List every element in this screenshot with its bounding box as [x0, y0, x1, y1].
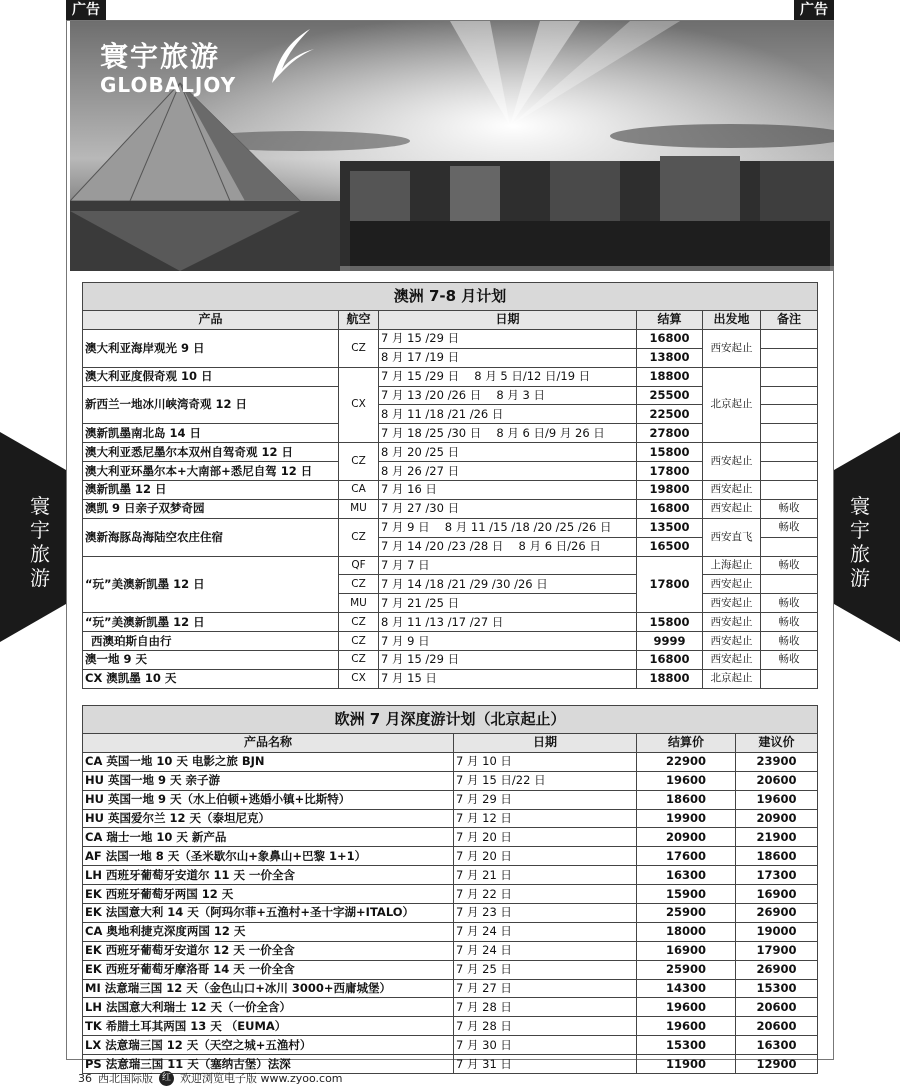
ad-label-left: 广告: [66, 0, 106, 21]
suggested-price-cell: 17900: [736, 941, 818, 960]
product-name-cell: HU 英国一地 9 天（水上伯顿+逃婚小镇+比斯特）: [83, 790, 454, 809]
table-row: [83, 941, 818, 960]
date-cell: 7 月 10 日: [454, 752, 637, 771]
product-name-cell: HU 英国一地 9 天 亲子游: [83, 771, 454, 790]
settle-price-cell: 15900: [637, 885, 736, 904]
table-row: 澳大利亚海岸观光 9 日 CZ 7 月 15 /29 日 16800 西安起止: [83, 329, 818, 348]
date-cell: 7 月 22 日: [454, 885, 637, 904]
table-row: CX 澳凯墨 10 天 CX 7 月 15 日 18800 北京起止: [83, 669, 818, 688]
product-name-cell: PS 法意瑞三国 11 天（塞纳古堡）法深: [83, 1055, 454, 1074]
logo-cn-text: 寰宇旅游: [100, 40, 221, 73]
table-row: 澳新海豚岛海陆空农庄住宿 CZ 7 月 9 日 8 月 11 /15 /18 /20 /25 /26 日 13500 西安直飞 畅收: [83, 518, 818, 537]
product-name-cell: LH 法国意大利瑞士 12 天（一价全含）: [83, 998, 454, 1017]
col-header-price: 结算: [637, 311, 703, 330]
table-row: [83, 752, 818, 771]
suggested-price-cell: 18600: [736, 847, 818, 866]
table-row: [83, 1036, 818, 1055]
red-badge-icon: 红: [159, 1071, 174, 1086]
table-title: 澳洲 7-8 月计划: [83, 283, 818, 311]
suggested-price-cell: 20900: [736, 809, 818, 828]
product-name-cell: EK 西班牙葡萄牙两国 12 天: [83, 885, 454, 904]
product-name-cell: EK 法国意大利 14 天（阿玛尔菲+五渔村+圣十字湖+ITALO）: [83, 904, 454, 923]
date-cell: 7 月 20 日: [454, 828, 637, 847]
col-header-date: 日期: [379, 311, 637, 330]
col-header-date: 日期: [454, 734, 637, 753]
table-row: 澳大利亚悉尼墨尔本双州自驾奇观 12 日 CZ 8 月 20 /25 日 15800 西安起止: [83, 443, 818, 462]
col-header-airline: 航空: [339, 311, 379, 330]
date-cell: 7 月 24 日: [454, 941, 637, 960]
date-cell: 7 月 21 日: [454, 866, 637, 885]
ad-label-right: 广告: [794, 0, 834, 21]
suggested-price-cell: 21900: [736, 828, 818, 847]
col-header-product-name: 产品名称: [83, 734, 454, 753]
date-cell: 7 月 28 日: [454, 998, 637, 1017]
table-row: 7 月 14 /20 /23 /28 日 8 月 6 日/26 日 16500: [83, 537, 818, 556]
product-name-cell: TK 希腊土耳其两国 13 天 （EUMA）: [83, 1017, 454, 1036]
suggested-price-cell: 20600: [736, 1017, 818, 1036]
table-row: [83, 828, 818, 847]
europe-table-body: [83, 752, 818, 1073]
settle-price-cell: 19600: [637, 998, 736, 1017]
product-name-cell: CA 英国一地 10 天 电影之旅 BJN: [83, 752, 454, 771]
table-row: CZ 7 月 14 /18 /21 /29 /30 /26 日 西安起止: [83, 575, 818, 594]
col-header-settle-price: 结算价: [637, 734, 736, 753]
date-cell: 7 月 12 日: [454, 809, 637, 828]
table-row: 西澳珀斯自由行 CZ 7 月 9 日 9999 西安起止 畅收: [83, 632, 818, 651]
table-row: [83, 809, 818, 828]
edition-name: 西北国际版: [98, 1072, 153, 1085]
table-row: [83, 847, 818, 866]
col-header-departure: 出发地: [703, 311, 761, 330]
product-name-cell: HU 英国爱尔兰 12 天（泰坦尼克）: [83, 809, 454, 828]
table-row: [83, 998, 818, 1017]
table-row: 8 月 17 /19 日 13800: [83, 348, 818, 367]
settle-price-cell: 20900: [637, 828, 736, 847]
table-row: 澳大利亚环墨尔本+大南部+悉尼自驾 12 日 8 月 26 /27 日 17800: [83, 462, 818, 481]
table-row: 8 月 11 /18 /21 /26 日 22500: [83, 405, 818, 424]
settle-price-cell: 18600: [637, 790, 736, 809]
table-row: [83, 790, 818, 809]
settle-price-cell: 19600: [637, 771, 736, 790]
settle-price-cell: 15300: [637, 1036, 736, 1055]
col-header-product: 产品: [83, 311, 339, 330]
settle-price-cell: 14300: [637, 979, 736, 998]
table-row: “玩”美澳新凯墨 12 日 CZ 8 月 11 /13 /17 /27 日 15800 西安起止 畅收: [83, 613, 818, 632]
table-row: 新西兰一地冰川峡湾奇观 12 日 7 月 13 /20 /26 日 8 月 3 日 25500: [83, 386, 818, 405]
footer-url-text: 欢迎浏览电子版 www.zyoo.com: [180, 1072, 343, 1085]
table-row: [83, 866, 818, 885]
settle-price-cell: 11900: [637, 1055, 736, 1074]
date-cell: 7 月 25 日: [454, 960, 637, 979]
table-row: [83, 1017, 818, 1036]
table-row: 澳大利亚度假奇观 10 日 CX 7 月 15 /29 日 8 月 5 日/12 日/19 日 18800 北京起止: [83, 367, 818, 386]
table-row: [83, 960, 818, 979]
date-cell: 7 月 20 日: [454, 847, 637, 866]
settle-price-cell: 17600: [637, 847, 736, 866]
settle-price-cell: 16900: [637, 941, 736, 960]
date-cell: 7 月 27 日: [454, 979, 637, 998]
settle-price-cell: 19600: [637, 1017, 736, 1036]
suggested-price-cell: 16900: [736, 885, 818, 904]
col-header-note: 备注: [761, 311, 818, 330]
suggested-price-cell: 26900: [736, 904, 818, 923]
product-name-cell: CA 瑞士一地 10 天 新产品: [83, 828, 454, 847]
suggested-price-cell: 23900: [736, 752, 818, 771]
date-cell: 7 月 30 日: [454, 1036, 637, 1055]
table-row: [83, 885, 818, 904]
date-cell: 7 月 29 日: [454, 790, 637, 809]
table-title: 欧洲 7 月深度游计划（北京起止）: [83, 706, 818, 734]
product-name-cell: EK 西班牙葡萄牙安道尔 12 天 一价全含: [83, 941, 454, 960]
product-name-cell: LX 法意瑞三国 12 天（天空之城+五渔村）: [83, 1036, 454, 1055]
suggested-price-cell: 20600: [736, 771, 818, 790]
table-row: 澳新凯墨南北岛 14 日 7 月 18 /25 /30 日 8 月 6 日/9 月 26 日 27800: [83, 424, 818, 443]
side-tab-right: [834, 432, 900, 642]
product-name-cell: MI 法意瑞三国 12 天（金色山口+冰川 3000+西庸城堡）: [83, 979, 454, 998]
globaljoy-logo: [100, 35, 236, 97]
product-name-cell: LH 西班牙葡萄牙安道尔 11 天 一价全含: [83, 866, 454, 885]
date-cell: 7 月 24 日: [454, 922, 637, 941]
side-tab-left: [0, 432, 66, 642]
date-cell: 7 月 15 日/22 日: [454, 771, 637, 790]
date-cell: 7 月 31 日: [454, 1055, 637, 1074]
settle-price-cell: 19900: [637, 809, 736, 828]
settle-price-cell: 16300: [637, 866, 736, 885]
wing-logo-icon: [270, 27, 316, 85]
suggested-price-cell: 17300: [736, 866, 818, 885]
product-name-cell: AF 法国一地 8 天（圣米歇尔山+象鼻山+巴黎 1+1）: [83, 847, 454, 866]
banner-image: [70, 21, 834, 271]
settle-price-cell: 25900: [637, 904, 736, 923]
side-tab-left-text: 寰 宇 旅 游: [30, 494, 50, 590]
table-row: MU 7 月 21 /25 日 西安起止 畅收: [83, 594, 818, 613]
date-cell: 7 月 23 日: [454, 904, 637, 923]
australia-schedule-table: [82, 282, 818, 689]
table-row: 澳一地 9 天 CZ 7 月 15 /29 日 16800 西安起止 畅收: [83, 651, 818, 670]
table-row: 澳凯 9 日亲子双梦奇园 MU 7 月 27 /30 日 16800 西安起止 畅收: [83, 499, 818, 518]
table-row: [83, 771, 818, 790]
table-row: [83, 979, 818, 998]
product-name-cell: CA 奥地利捷克深度两国 12 天: [83, 922, 454, 941]
settle-price-cell: 25900: [637, 960, 736, 979]
suggested-price-cell: 19000: [736, 922, 818, 941]
suggested-price-cell: 15300: [736, 979, 818, 998]
side-tab-right-text: 寰 宇 旅 游: [850, 494, 870, 590]
suggested-price-cell: 16300: [736, 1036, 818, 1055]
suggested-price-cell: 26900: [736, 960, 818, 979]
settle-price-cell: 18000: [637, 922, 736, 941]
page-number: 36: [78, 1071, 92, 1085]
col-header-suggested-price: 建议价: [736, 734, 818, 753]
suggested-price-cell: 19600: [736, 790, 818, 809]
suggested-price-cell: 12900: [736, 1055, 818, 1074]
suggested-price-cell: 20600: [736, 998, 818, 1017]
table-row: [83, 904, 818, 923]
date-cell: 7 月 28 日: [454, 1017, 637, 1036]
settle-price-cell: 22900: [637, 752, 736, 771]
product-name-cell: EK 西班牙葡萄牙摩洛哥 14 天 一价全含: [83, 960, 454, 979]
table-row: [83, 922, 818, 941]
logo-en-text: GLOBALJOY: [100, 73, 237, 97]
table-row: “玩”美澳新凯墨 12 日 QF 7 月 7 日 17800 上海起止 畅收: [83, 556, 818, 575]
europe-schedule-table: [82, 705, 818, 1074]
page-footer: [78, 1070, 343, 1086]
table-row: 澳新凯墨 12 日 CA 7 月 16 日 19800 西安起止: [83, 481, 818, 500]
